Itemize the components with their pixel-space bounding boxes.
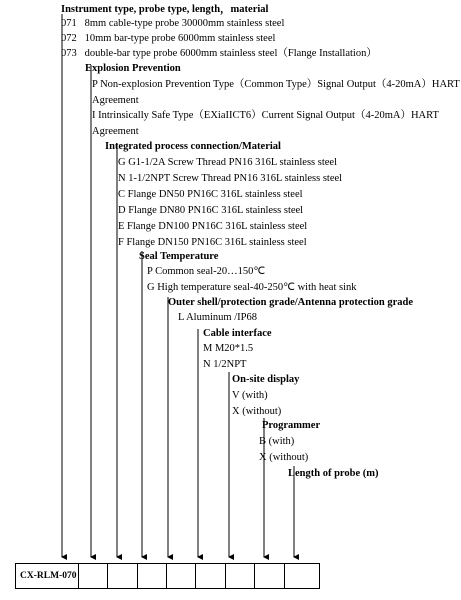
shell-option-l: L Aluminum /IP68 [178, 312, 257, 323]
code-box-shell [166, 563, 196, 589]
code-box-cable [195, 563, 226, 589]
seal-heading: Seal Temperature [139, 251, 219, 262]
section-title: Instrument type, probe type, length，material [61, 4, 269, 15]
shell-heading: Outer shell/protection grade/Antenna protection grade [168, 297, 413, 308]
code-box-connection [107, 563, 138, 589]
programmer-option-b: B (with) [259, 436, 295, 447]
code-box-length [284, 563, 320, 589]
model-code-box: CX-RLM-070 [15, 563, 79, 589]
connection-option-f: F Flange DN150 PN16C 316L stainless steel [118, 237, 307, 248]
explosion-option-i: I Intrinsically Safe Type（EXiaIICT6）Current Signal Output（4-20mA）HART [92, 110, 439, 121]
code-box-explosion [78, 563, 108, 589]
connection-option-c: C Flange DN50 PN16C 316L stainless steel [118, 189, 303, 200]
programmer-option-x: X (without) [259, 452, 309, 463]
connection-option-g: G G1-1/2A Screw Thread PN16 316L stainless steel [118, 157, 338, 168]
code-box-seal [137, 563, 167, 589]
cable-heading: Cable interface [203, 328, 272, 339]
connection-option-d: D Flange DN80 PN16C 316L stainless steel [118, 205, 304, 216]
display-option-v: V (with) [232, 390, 268, 401]
connection-option-n: N 1-1/2NPT Screw Thread PN16 316L stainless steel [118, 173, 343, 184]
instrument-type-072: 072 10mm bar-type probe 6000mm stainless steel [61, 33, 276, 44]
code-box-programmer [254, 563, 285, 589]
code-box-display [225, 563, 255, 589]
display-heading: On-site display [232, 374, 300, 385]
explosion-option-p: P Non-explosion Prevention Type（Common Type）Signal Output（4-20mA）HART [92, 79, 460, 90]
seal-option-p: P Common seal-20…150℃ [147, 266, 266, 277]
connection-heading: Integrated process connection/Material [105, 141, 281, 152]
instrument-type-071: 071 8mm cable-type probe 30000mm stainless steel [61, 18, 285, 29]
cable-option-n: N 1/2NPT [203, 359, 247, 370]
explosion-heading: Explosion Prevention [85, 63, 181, 74]
explosion-option-p-cont: Agreement [92, 95, 139, 106]
programmer-heading: Programmer [262, 420, 321, 431]
connection-option-e: E Flange DN100 PN16C 316L stainless steel [118, 221, 308, 232]
seal-option-g: G High temperature seal-40-250℃ with heat sink [147, 282, 357, 293]
instrument-type-073: 073 double-bar type probe 6000mm stainless steel（Flange Installation） [61, 48, 377, 59]
cable-option-m: M M20*1.5 [203, 343, 254, 354]
length-heading: Length of probe (m) [288, 468, 379, 479]
explosion-option-i-cont: Agreement [92, 126, 139, 137]
display-option-x: X (without) [232, 406, 282, 417]
